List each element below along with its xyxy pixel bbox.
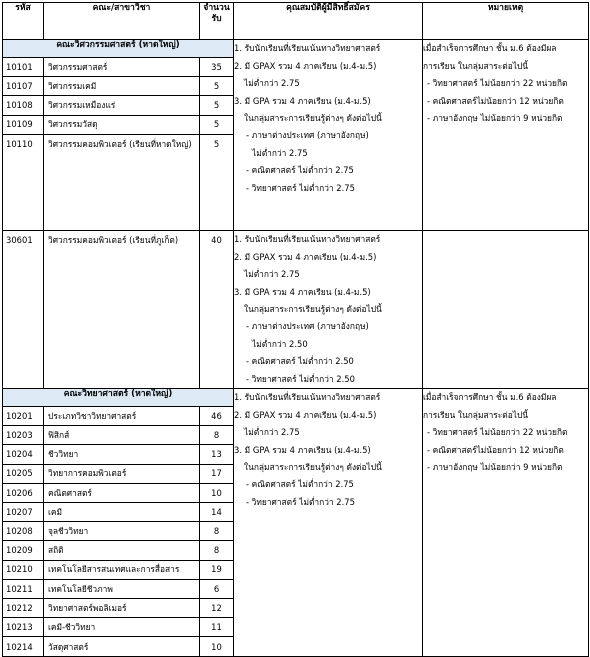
qualification-line: 1. รับนักเรียนที่เรียนเน้นทางวิทยาศาสตร์ <box>234 234 381 245</box>
program-name: วิศวกรรมคอมพิวเตอร์ (เรียนที่หาดใหญ่) <box>48 139 192 150</box>
remark-line: - คณิตศาสตร์ไม่น้อยกว่า 12 หน่วยกิต <box>427 95 564 106</box>
program-seats: 10 <box>211 641 222 652</box>
program-seats: 17 <box>200 465 233 484</box>
remark-line: การเรียน ในกลุ่มสาระต่อไปนี้ <box>423 60 528 71</box>
faculty-heading: คณะวิศวกรรมศาสตร์ (หาดใหญ่) <box>3 40 234 58</box>
program-name-column <box>44 407 200 657</box>
program-code: 10201 <box>3 407 43 426</box>
program-seats: 8 <box>200 522 233 541</box>
header-seats-line2: รับ <box>211 13 222 24</box>
qualification-line: ไม่ต่ำกว่า 2.75 <box>244 427 300 438</box>
remark-cell <box>423 40 589 231</box>
header-code: รหัส <box>3 3 44 40</box>
header-seats <box>200 3 234 40</box>
program-name: จุลชีววิทยา <box>44 522 199 541</box>
program-code: 10108 <box>3 96 43 115</box>
program-seats: 5 <box>200 116 233 135</box>
program-code: 10203 <box>3 426 43 445</box>
admission-document <box>2 2 588 657</box>
remark-line: เมื่อสำเร็จการศึกษา ชั้น ม.6 ต้องมีผล <box>423 43 557 54</box>
program-code: 10212 <box>3 599 43 618</box>
program-code: 10109 <box>3 116 43 135</box>
program-code: 10204 <box>3 445 43 464</box>
remark-line: - คณิตศาสตร์ไม่น้อยกว่า 12 หน่วยกิต <box>427 444 564 455</box>
qualification-line: ไม่ต่ำกว่า 2.50 <box>252 338 308 349</box>
section-row <box>3 40 589 58</box>
program-code: 10107 <box>3 77 43 96</box>
admission-table <box>2 2 589 657</box>
program-code: 10207 <box>3 503 43 522</box>
program-seats: 8 <box>200 541 233 560</box>
qualification-line: ไม่ต่ำกว่า 2.75 <box>244 269 300 280</box>
program-seats: 19 <box>200 561 233 580</box>
header-faculty: คณะ/สาขาวิชา <box>44 3 200 40</box>
qualification-line: 2. มี GPAX รวม 4 ภาคเรียน (ม.4-ม.5) <box>234 409 377 420</box>
remark-line: - ภาษาอังกฤษ ไม่น้อยกว่า 9 หน่วยกิต <box>427 113 563 123</box>
program-seats: 5 <box>213 139 220 150</box>
program-seats-column <box>200 231 234 389</box>
qualification-line: - วิทยาศาสตร์ ไม่ต่ำกว่า 2.50 <box>246 373 355 384</box>
remark-cell <box>423 389 589 657</box>
qualification-line: ในกลุ่มสาระการเรียนรู้ต่างๆ ดังต่อไปนี้ <box>244 113 382 123</box>
qualification-line: 3. มี GPA รวม 4 ภาคเรียน (ม.4-ม.5) <box>234 95 371 106</box>
qualification-line: 1. รับนักเรียนที่เรียนเน้นทางวิทยาศาสตร์ <box>234 392 381 403</box>
program-code: 10101 <box>3 58 43 77</box>
program-name: วิศวกรรมคอมพิวเตอร์ (เรียนที่ภูเก็ต) <box>48 235 179 246</box>
remark-cell <box>423 231 589 389</box>
program-code: 10206 <box>3 484 43 503</box>
program-name: ฟิสิกส์ <box>44 426 199 445</box>
program-seats-column <box>200 58 234 231</box>
program-seats: 5 <box>200 96 233 115</box>
program-seats: 8 <box>200 426 233 445</box>
program-seats: 35 <box>200 58 233 77</box>
program-code: 30601 <box>6 235 33 246</box>
qualification-line: ไม่ต่ำกว่า 2.75 <box>244 78 300 89</box>
remark-line: - วิทยาศาสตร์ ไม่น้อยกว่า 22 หน่วยกิต <box>427 427 568 438</box>
program-name-column <box>44 58 200 231</box>
program-name: วิศวกรรมเหมืองแร่ <box>44 96 199 115</box>
program-seats: 46 <box>200 407 233 426</box>
header-qualification: คุณสมบัติผู้มีสิทธิ์สมัคร <box>234 3 423 40</box>
section-row <box>3 389 589 407</box>
qualification-line: 3. มี GPA รวม 4 ภาคเรียน (ม.4-ม.5) <box>234 286 371 297</box>
program-name-column <box>44 231 200 389</box>
program-code-column <box>3 231 44 389</box>
qualification-line: - คณิตศาสตร์ ไม่ต่ำกว่า 2.75 <box>246 479 354 490</box>
program-name: วิทยาการคอมพิวเตอร์ <box>44 465 199 484</box>
section-row <box>3 231 589 389</box>
program-name: เทคโนโลยีสารสนเทศและการสื่อสาร <box>44 561 199 580</box>
program-name: วิศวกรรมเคมี <box>44 77 199 96</box>
remark-line: - วิทยาศาสตร์ ไม่น้อยกว่า 22 หน่วยกิต <box>427 78 568 89</box>
qualification-line: - คณิตศาสตร์ ไม่ต่ำกว่า 2.75 <box>246 165 354 176</box>
program-name: เทคโนโลยีชีวภาพ <box>44 580 199 599</box>
program-code: 10110 <box>6 139 33 150</box>
program-name: คณิตศาสตร์ <box>44 484 199 503</box>
program-seats: 10 <box>200 484 233 503</box>
program-code-column <box>3 58 44 231</box>
program-code: 10213 <box>3 618 43 637</box>
qualification-line: - วิทยาศาสตร์ ไม่ต่ำกว่า 2.75 <box>246 182 355 193</box>
qualification-cell <box>234 231 423 389</box>
program-code: 10211 <box>3 580 43 599</box>
qualification-cell <box>234 389 423 657</box>
program-seats: 12 <box>200 599 233 618</box>
remark-line: เมื่อสำเร็จการศึกษา ชั้น ม.6 ต้องมีผล <box>423 392 557 403</box>
qualification-line: 3. มี GPA รวม 4 ภาคเรียน (ม.4-ม.5) <box>234 444 371 455</box>
program-name: เคมี-ชีววิทยา <box>44 618 199 637</box>
qualification-line: ในกลุ่มสาระการเรียนรู้ต่างๆ ดังต่อไปนี้ <box>244 304 382 314</box>
header-seats-line1: จำนวน <box>203 3 230 13</box>
program-name: ประเภทวิชาวิทยาศาสตร์ <box>44 407 199 426</box>
header-remark: หมายเหตุ <box>423 3 589 40</box>
program-seats: 40 <box>211 235 222 246</box>
program-seats: 11 <box>200 618 233 637</box>
qualification-line: - คณิตศาสตร์ ไม่ต่ำกว่า 2.50 <box>246 356 354 367</box>
qualification-line: ในกลุ่มสาระการเรียนรู้ต่างๆ ดังต่อไปนี้ <box>244 462 382 472</box>
program-name: วัสดุศาสตร์ <box>48 641 89 652</box>
remark-line: การเรียน ในกลุ่มสาระต่อไปนี้ <box>423 409 528 420</box>
faculty-heading: คณะวิทยาศาสตร์ (หาดใหญ่) <box>3 389 234 407</box>
qualification-line: 1. รับนักเรียนที่เรียนเน้นทางวิทยาศาสตร์ <box>234 43 381 54</box>
qualification-line: 2. มี GPAX รวม 4 ภาคเรียน (ม.4-ม.5) <box>234 60 377 71</box>
program-name: วิศวกรรมศาสตร์ <box>44 58 199 77</box>
program-name: วิทยาศาสตร์พอลิเมอร์ <box>44 599 199 618</box>
program-seats: 5 <box>200 77 233 96</box>
qualification-line: - ภาษาต่างประเทศ (ภาษาอังกฤษ) <box>246 130 369 141</box>
program-code: 10205 <box>3 465 43 484</box>
qualification-line: - ภาษาต่างประเทศ (ภาษาอังกฤษ) <box>246 321 369 332</box>
program-name: เคมี <box>44 503 199 522</box>
program-seats: 13 <box>200 445 233 464</box>
program-seats-column <box>200 407 234 657</box>
program-name: ชีววิทยา <box>44 445 199 464</box>
program-code: 10209 <box>3 541 43 560</box>
program-code: 10208 <box>3 522 43 541</box>
qualification-cell <box>234 40 423 231</box>
program-seats: 6 <box>200 580 233 599</box>
qualification-line: - วิทยาศาสตร์ ไม่ต่ำกว่า 2.75 <box>246 496 355 507</box>
program-code: 10214 <box>6 641 33 652</box>
header-row <box>3 3 589 40</box>
program-seats: 14 <box>200 503 233 522</box>
remark-line: - ภาษาอังกฤษ ไม่น้อยกว่า 9 หน่วยกิต <box>427 462 563 472</box>
program-name: สถิติ <box>44 541 199 560</box>
program-code: 10210 <box>3 561 43 580</box>
qualification-line: ไม่ต่ำกว่า 2.75 <box>252 147 308 158</box>
program-code-column <box>3 407 44 657</box>
program-name: วิศวกรรมวัสดุ <box>44 116 199 135</box>
qualification-line: 2. มี GPAX รวม 4 ภาคเรียน (ม.4-ม.5) <box>234 251 377 262</box>
